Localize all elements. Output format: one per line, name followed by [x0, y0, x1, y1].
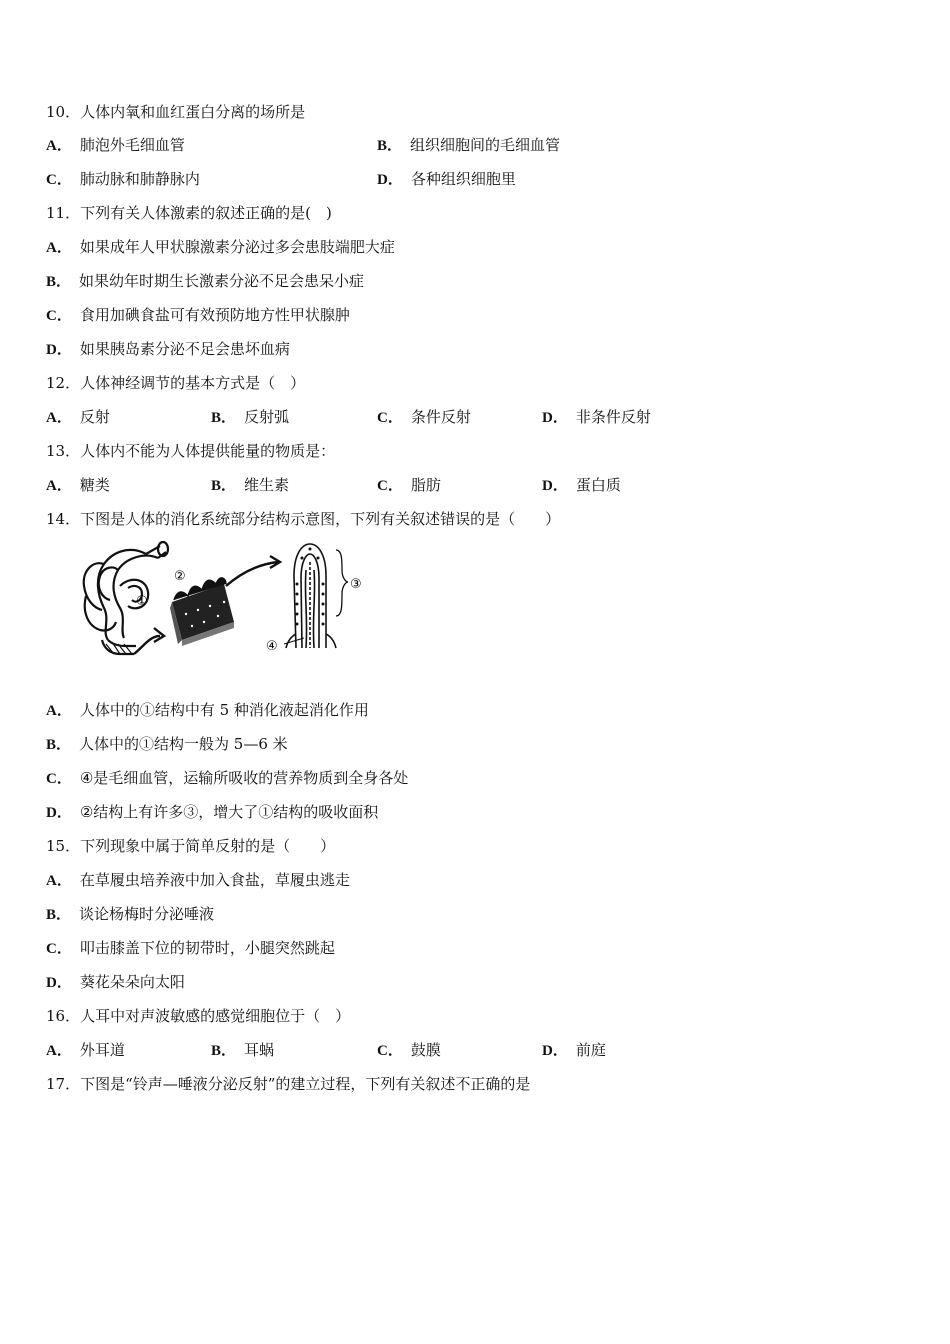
question-12-option-a[interactable]: A． 反射	[46, 408, 110, 426]
exam-page: 10．人体内氧和血红蛋白分离的场所是 A． 肺泡外毛细血管 B． 组织细胞间的毛细血管 C． 肺动脉和肺静脉内 D． 各种组织细胞里 11．下列有关人体激素的叙述正确的是( ) A． 如果成年人甲状腺激素分泌过多会患肢端肥大症 B． 如果幼年时期生长激素分泌不足会患呆小症 C． 食用加碘食盐可有效预防地方性甲状腺肿 D． 如果胰岛素分泌不足会患坏血病 12．人体神经调节的基本方式是（ ） A． 反射 B． 反射弧 C． 条件反射 D． 非条件反射 13．人体内不能为人体提供能量的物质是： A． 糖类 B． 维生素 C． 脂肪 D． 蛋白质 14．下图是人体的消化系统部分结构示意图，下列有关叙述错误的是（ ） ① ② ③ ④ A． 人体中的①结构中有 5 种消化液起消化作用 B． 人体中的①结构一般为 5—6 米 C． ④是毛细血管，运输所吸收的营养物质到全身各处 D． ②结构上有许多③，增大了①结构的吸收面积 15．下列现象中属于简单反射的是（ ） A． 在草履虫培养液中加入食盐，草履虫逃走 B． 谈论杨梅时分泌唾液 C． 叩击膝盖下位的韧带时，小腿突然跳起 D． 葵花朵朵向太阳 16．人耳中对声波敏感的感觉细胞位于（ ） A． 外耳道 B． 耳蜗 C． 鼓膜 D． 前庭 17．下图是“铃声—唾液分泌反射”的建立过程，下列有关叙述不正确的是	[0, 0, 950, 1344]
question-11-stem: 11．下列有关人体激素的叙述正确的是( )	[46, 204, 332, 222]
question-12-option-c[interactable]: C． 条件反射	[377, 408, 471, 426]
question-12-option-d[interactable]: D． 非条件反射	[542, 408, 651, 426]
question-13-option-b[interactable]: B． 维生素	[211, 476, 290, 494]
question-10-option-d[interactable]: D． 各种组织细胞里	[377, 170, 516, 188]
question-16-option-d[interactable]: D． 前庭	[542, 1041, 606, 1059]
question-10-option-c[interactable]: C． 肺动脉和肺静脉内	[46, 170, 200, 188]
figure-label-1: ①	[136, 594, 148, 609]
question-12-options	[46, 407, 906, 427]
figure-label-3: ③	[350, 577, 362, 592]
question-17-stem: 17．下图是“铃声—唾液分泌反射”的建立过程，下列有关叙述不正确的是	[46, 1075, 531, 1093]
question-16-option-c[interactable]: C． 鼓膜	[377, 1041, 441, 1059]
question-13-stem: 13．人体内不能为人体提供能量的物质是：	[46, 442, 336, 460]
question-12-stem: 12．人体神经调节的基本方式是（ ）	[46, 374, 306, 392]
arrow-to-mucosa	[134, 628, 164, 654]
vessel-leader-line	[284, 638, 304, 644]
question-13-options	[46, 475, 906, 495]
question-10-stem: 10．人体内氧和血红蛋白分离的场所是	[46, 103, 306, 121]
question-12-option-b[interactable]: B． 反射弧	[211, 408, 290, 426]
question-10-options-row-1	[46, 135, 906, 155]
question-13-option-a[interactable]: A． 糖类	[46, 476, 110, 494]
question-15-stem: 15．下列现象中属于简单反射的是（ ）	[46, 837, 336, 855]
digestive-system-diagram	[74, 536, 364, 668]
question-16-option-b[interactable]: B． 耳蜗	[211, 1041, 275, 1059]
mucosa-block	[170, 578, 234, 646]
arrow-to-villus	[226, 556, 280, 586]
villus-drawing	[286, 544, 336, 648]
question-16-options	[46, 1040, 906, 1060]
question-13-option-d[interactable]: D． 蛋白质	[542, 476, 621, 494]
figure-label-4: ④	[266, 639, 278, 654]
question-14-stem: 14．下图是人体的消化系统部分结构示意图，下列有关叙述错误的是（ ）	[46, 510, 561, 528]
figure-label-2: ②	[174, 569, 186, 584]
question-16-option-a[interactable]: A． 外耳道	[46, 1041, 125, 1059]
question-16-stem: 16．人耳中对声波敏感的感觉细胞位于（ ）	[46, 1007, 351, 1025]
question-10-option-a[interactable]: A． 肺泡外毛细血管	[46, 136, 185, 154]
question-13-option-c[interactable]: C． 脂肪	[377, 476, 441, 494]
question-10-options-row-2	[46, 169, 906, 189]
villus-bracket	[336, 550, 348, 616]
question-10-option-b[interactable]: B． 组织细胞间的毛细血管	[377, 136, 561, 154]
